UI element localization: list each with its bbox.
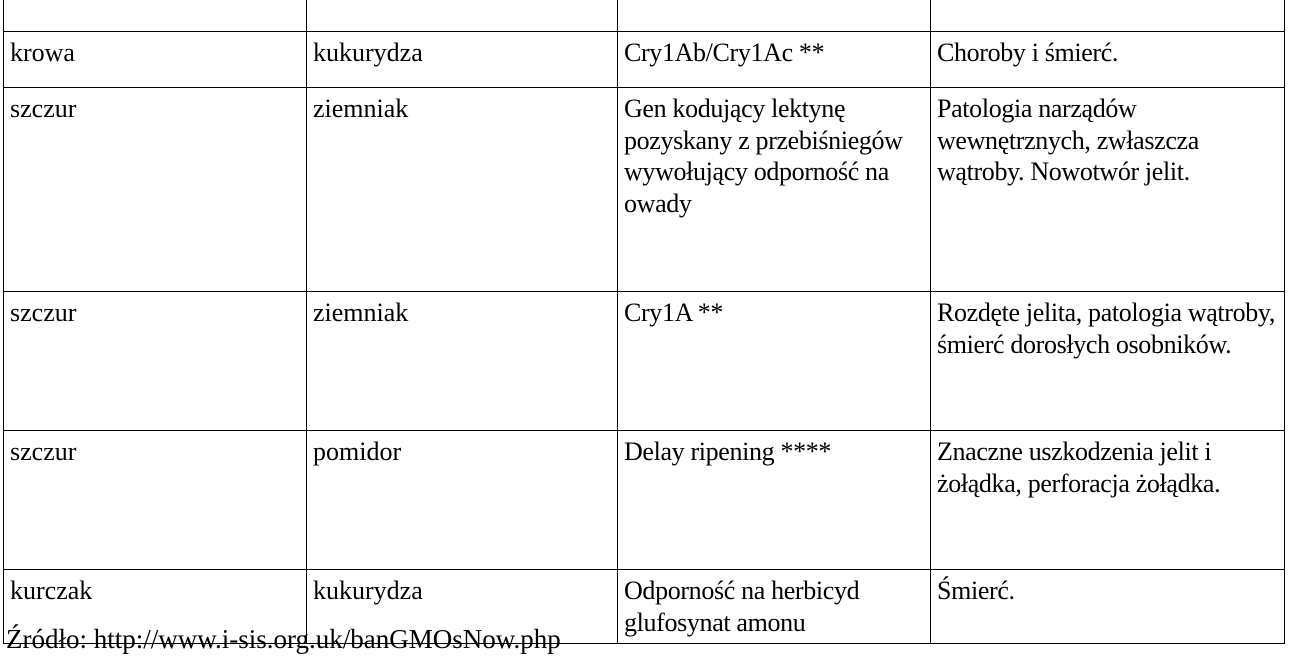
gene-cell: Cry1A **	[618, 292, 931, 431]
table-row	[4, 88, 1285, 292]
plant-cell: kukurydza	[307, 570, 618, 644]
effect-cell: Śmierć.	[931, 570, 1285, 644]
gmo-effects-table	[3, 0, 1285, 644]
effect-cell: Znaczne uszkodzenia jelit i żołądka, perforacja żołądka.	[931, 431, 1285, 570]
animal-cell: szczur	[4, 431, 307, 570]
animal-cell: szczur	[4, 292, 307, 431]
table-cell	[931, 0, 1285, 32]
table-row	[4, 292, 1285, 431]
plant-cell: pomidor	[307, 431, 618, 570]
animal-cell: szczur	[4, 88, 307, 292]
gene-cell: Cry1Ab/Cry1Ac **	[618, 32, 931, 88]
gene-cell: Odporność na herbicyd glufosynat amonu	[618, 570, 931, 644]
plant-cell: kukurydza	[307, 32, 618, 88]
effect-cell: Rozdęte jelita, patologia wątroby, śmierć dorosłych osobników.	[931, 292, 1285, 431]
source-note: Źródło: http://www.i-sis.org.uk/banGMOsNow.php	[6, 624, 561, 654]
table-row	[4, 32, 1285, 88]
plant-cell: ziemniak	[307, 292, 618, 431]
gene-cell: Delay ripening ****	[618, 431, 931, 570]
table-cell	[4, 0, 307, 32]
table-row	[4, 431, 1285, 570]
animal-cell: krowa	[4, 32, 307, 88]
table-row-partial-top	[4, 0, 1285, 32]
gene-cell: Gen kodujący lektynę pozyskany z przebiśniegów wywołujący odporność na owady	[618, 88, 931, 292]
plant-cell: ziemniak	[307, 88, 618, 292]
table-cell	[307, 0, 618, 32]
effect-cell: Choroby i śmierć.	[931, 32, 1285, 88]
effect-cell: Patologia narządów wewnętrznych, zwłaszcza wątroby. Nowotwór jelit.	[931, 88, 1285, 292]
animal-cell: kurczak	[4, 570, 307, 644]
table-cell	[618, 0, 931, 32]
